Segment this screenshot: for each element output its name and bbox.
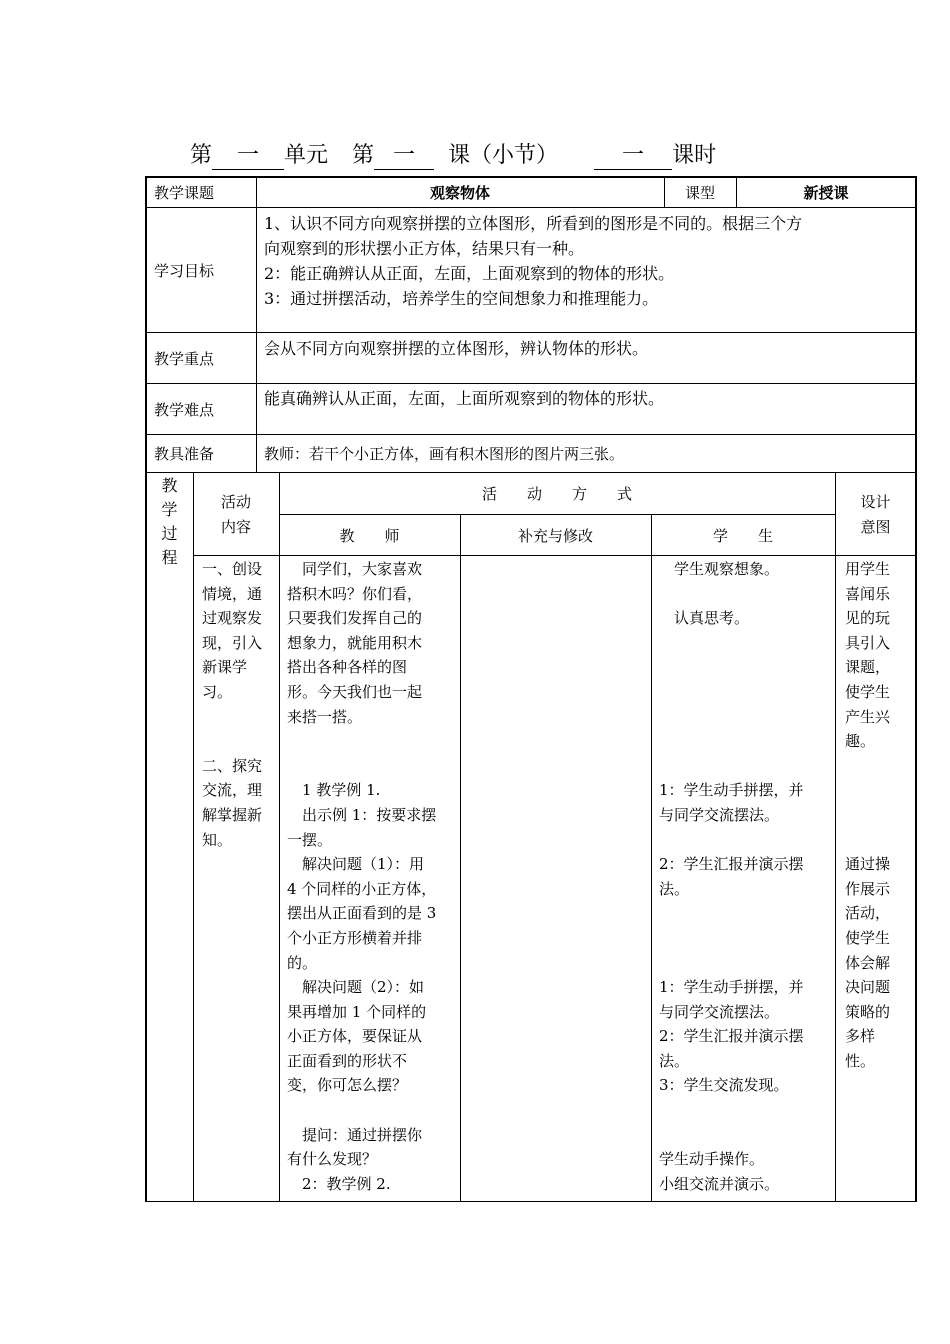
content-line: 知。 [202, 830, 233, 849]
student-line [659, 926, 835, 951]
design-line: 用学生 [845, 560, 891, 578]
teacher-line: 搭积木吗？你们看， [287, 584, 423, 603]
student-line [659, 754, 835, 779]
header-text-lesson: 课（小节） [448, 143, 559, 168]
design-line: 使学生 [845, 682, 891, 701]
student-line: 2：学生汇报并演示摆 [659, 855, 804, 874]
teacher-line: 的。 [287, 953, 318, 972]
teacher-line: 4 个同样的小正方体， [287, 879, 437, 898]
teacher-line [287, 754, 459, 779]
design-line: 决问题 [845, 978, 891, 997]
content-line: 一、创设 [202, 560, 263, 578]
design-line [845, 828, 915, 853]
revise-header: 补充与修改 [517, 527, 593, 545]
teacher-line: 搭出各种各样的图 [287, 658, 408, 677]
student-line [659, 680, 835, 705]
student-line: 法。 [659, 879, 690, 898]
header-text-di: 第 [190, 143, 213, 168]
period-number: 一 [594, 143, 672, 170]
design-line: 趣。 [845, 732, 876, 751]
activity-content-header: 活动 内容 [220, 493, 251, 536]
design-line: 喜闻乐 [845, 584, 891, 603]
teacher-line: 1 教学例 1. [287, 781, 381, 800]
process-side-label: 教 学 过 程 [161, 476, 178, 567]
teacher-line: 小正方体，要保证从 [287, 1027, 423, 1046]
student-line: 小组交流并演示。 [659, 1174, 780, 1193]
student-line: 与同学交流摆法。 [659, 805, 780, 824]
key-point-label: 教学重点 [154, 350, 215, 368]
teacher-line: 果再增加 1 个同样的 [287, 1002, 427, 1021]
content-line: 情境，通 [202, 584, 263, 603]
teacher-header: 教 师 [339, 527, 400, 545]
student-line [659, 631, 835, 656]
student-line [659, 828, 835, 853]
teacher-line: 只要我们发挥自己的 [287, 609, 423, 628]
design-line: 通过操 [845, 855, 891, 874]
student-line: 法。 [659, 1051, 690, 1070]
header-text-period: 课时 [672, 143, 717, 168]
teacher-line: 形。今天我们也一起 [287, 682, 423, 701]
design-line: 使学生 [845, 928, 891, 947]
content-line [202, 705, 278, 730]
teacher-line: 解决问题（1）：用 [287, 855, 425, 874]
topic-value: 观察物体 [429, 184, 490, 202]
design-line: 产生兴 [845, 707, 891, 726]
teacher-line: 变，你可怎么摆？ [287, 1076, 408, 1095]
lesson-header [190, 138, 716, 170]
design-line: 策略的 [845, 1002, 891, 1021]
teacher-line [287, 729, 459, 754]
student-line: 3：学生交流发现。 [659, 1076, 789, 1095]
design-line: 活动， [845, 904, 891, 923]
student-line: 2：学生汇报并演示摆 [659, 1027, 804, 1046]
goals-label: 学习目标 [154, 262, 215, 280]
student-line [659, 1123, 835, 1148]
student-line: 学生动手操作。 [659, 1150, 765, 1169]
teacher-line: 想象力，就能用积木 [287, 633, 423, 652]
key-point-value: 会从不同方向观察拼摆的立体图形，辨认物体的形状。 [264, 339, 649, 358]
student-line: 学生观察想象。 [659, 560, 780, 578]
teacher-line: 2：教学例 2. [287, 1174, 391, 1193]
header-text-di2: 第 [352, 143, 375, 168]
lesson-number: 一 [374, 143, 434, 170]
design-line [845, 803, 915, 828]
student-line: 认真思考。 [659, 609, 750, 628]
header-text-unit: 单元 [284, 143, 329, 168]
content-line: 解掌握新 [202, 805, 263, 824]
teacher-column [287, 557, 459, 1196]
design-line: 多样 [845, 1027, 876, 1046]
content-line: 新课学 [202, 658, 248, 677]
type-label: 课型 [684, 184, 715, 202]
difficulty-label: 教学难点 [154, 401, 215, 419]
tools-label: 教具准备 [154, 445, 215, 463]
teacher-line: 一摆。 [287, 830, 333, 849]
activity-method-header: 活 动 方 式 [481, 485, 632, 503]
design-intent-column [845, 557, 915, 1073]
student-line [659, 655, 835, 680]
teacher-line: 摆出从正面看到的是 3 [287, 904, 437, 923]
teacher-line: 个小正方形横着并排 [287, 928, 423, 947]
goal-line: 1、认识不同方向观察拼摆的立体图形，所看到的图形是不同的。根据三个方 [264, 214, 803, 233]
teacher-line: 来搭一搭。 [287, 707, 363, 726]
type-value: 新授课 [803, 184, 849, 202]
teacher-line [287, 1098, 459, 1123]
student-line [659, 582, 835, 607]
teacher-line: 同学们，大家喜欢 [287, 560, 423, 578]
difficulty-value: 能真确辨认从正面，左面，上面所观察到的物体的形状。 [264, 389, 665, 408]
student-line: 1：学生动手拼摆，并 [659, 978, 804, 997]
unit-number: 一 [212, 143, 284, 170]
content-line: 交流，理 [202, 781, 263, 800]
student-header: 学 生 [712, 527, 773, 545]
topic-label: 教学课题 [154, 184, 215, 202]
design-line: 性。 [845, 1051, 876, 1070]
activity-content-column [202, 557, 278, 852]
content-line: 二、探究 [202, 756, 263, 775]
goal-line: 2：能正确辨认从正面，左面，上面观察到的物体的形状。 [264, 264, 675, 283]
student-line [659, 1098, 835, 1123]
design-line: 体会解 [845, 953, 891, 972]
goal-line: 3：通过拼摆活动，培养学生的空间想象力和推理能力。 [264, 289, 659, 308]
content-line: 过观察发 [202, 609, 263, 628]
student-column [659, 557, 835, 1196]
student-line: 与同学交流摆法。 [659, 1002, 780, 1021]
design-intent-header: 设计 意图 [860, 493, 891, 536]
student-line [659, 705, 835, 730]
teacher-line: 正面看到的形状不 [287, 1051, 408, 1070]
design-line: 作展示 [845, 879, 891, 898]
student-line [659, 951, 835, 976]
teacher-line: 提问：通过拼摆你 [287, 1125, 423, 1144]
content-line: 习。 [202, 682, 233, 701]
design-line [845, 754, 915, 779]
teacher-line: 有什么发现？ [287, 1150, 378, 1169]
content-line [202, 729, 278, 754]
teacher-line: 解决问题（2）：如 [287, 978, 425, 997]
content-line: 现，引入 [202, 633, 263, 652]
goal-line: 向观察到的形状摆小正方体，结果只有一种。 [264, 239, 585, 258]
design-line: 课题， [845, 658, 891, 677]
student-line [659, 901, 835, 926]
student-line [659, 729, 835, 754]
tools-value: 教师：若干个小正方体，画有积木图形的图片两三张。 [264, 445, 625, 463]
teacher-line: 出示例 1：按要求摆 [287, 805, 437, 824]
design-line [845, 778, 915, 803]
student-line: 1：学生动手拼摆，并 [659, 781, 804, 800]
design-line: 具引入 [845, 633, 891, 652]
design-line: 见的玩 [845, 609, 891, 628]
